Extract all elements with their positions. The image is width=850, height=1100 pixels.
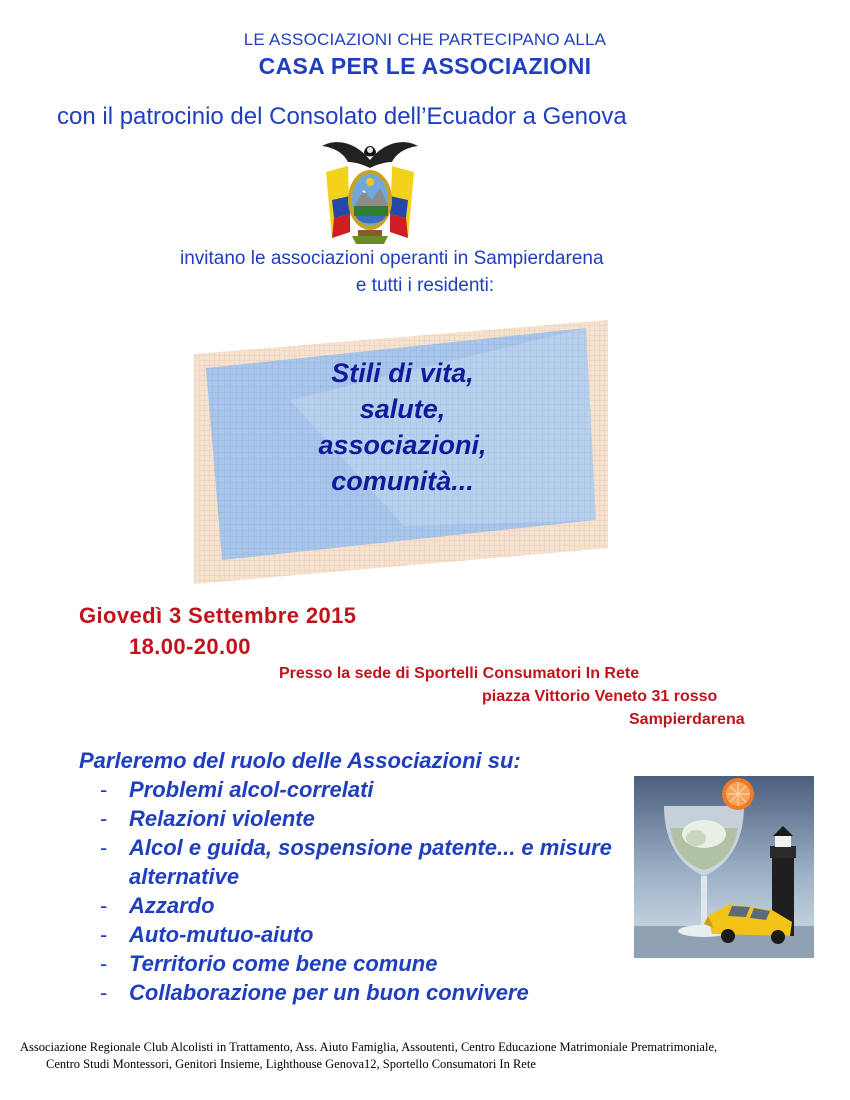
- topic-text: Territorio come bene comune: [129, 951, 438, 976]
- theme-line: associazioni,: [318, 430, 487, 460]
- bullet-dash: -: [100, 777, 108, 802]
- bullet-dash: -: [100, 893, 108, 918]
- event-location-line-3: Sampierdarena: [629, 711, 745, 728]
- theme-title: [280, 355, 525, 499]
- main-title: CASA PER LE ASSOCIAZIONI: [258, 53, 592, 79]
- event-date: Giovedì 3 Settembre 2015: [79, 603, 357, 628]
- list-item: [100, 920, 620, 949]
- invitation-line-2: e tutti i residenti:: [355, 275, 495, 296]
- theme-line: salute,: [359, 394, 446, 424]
- list-item: [100, 804, 620, 833]
- topic-text: Auto-mutuo-aiuto: [129, 922, 314, 947]
- list-item: [100, 949, 620, 978]
- topic-text: Azzardo: [129, 893, 215, 918]
- list-item: [100, 775, 620, 804]
- topics-intro: Parleremo del ruolo delle Associazioni su:: [79, 748, 521, 773]
- bullet-dash: -: [100, 980, 108, 1005]
- footer-line-1: Associazione Regionale Club Alcolisti in Trattamento, Ass. Aiuto Famiglia, Assoutenti, Centro Educazione Matrimoniale Prematrimoniale,: [20, 1040, 718, 1054]
- header-top-line: LE ASSOCIAZIONI CHE PARTECIPANO ALLA: [243, 30, 607, 49]
- event-location-line-1: Presso la sede di Sportelli Consumatori In Rete: [279, 665, 640, 682]
- list-item: [100, 978, 620, 1007]
- patronage-line: con il patrocinio del Consolato dell’Ecuador a Genova: [57, 103, 627, 130]
- invitation-line-1: invitano le associazioni operanti in Sampierdarena: [180, 248, 604, 269]
- topic-text: Collaborazione per un buon convivere: [129, 980, 529, 1005]
- event-location-line-2: piazza Vittorio Veneto 31 rosso: [482, 688, 718, 705]
- cocktail-lighthouse-car-illustration: [634, 776, 814, 958]
- topics-list: [100, 775, 620, 1007]
- footer-line-2: Centro Studi Montessori, Genitori Insieme, Lighthouse Genova12, Sportello Consumatori In Rete: [46, 1057, 536, 1071]
- ecuador-coat-of-arms-emblem: [318, 132, 422, 248]
- bullet-dash: -: [100, 806, 108, 831]
- theme-line: Stili di vita,: [331, 358, 474, 388]
- list-item: [100, 891, 620, 920]
- list-item: [100, 833, 620, 891]
- topic-text: Alcol e guida, sospensione patente... e misure alternative: [129, 835, 612, 889]
- theme-line: comunità...: [331, 466, 474, 496]
- event-time: 18.00-20.00: [129, 634, 251, 659]
- bullet-dash: -: [100, 835, 108, 860]
- footer-sponsors: [20, 1039, 840, 1073]
- bullet-dash: -: [100, 951, 108, 976]
- bullet-dash: -: [100, 922, 108, 947]
- topic-text: Relazioni violente: [129, 806, 315, 831]
- topic-text: Problemi alcol-correlati: [129, 777, 374, 802]
